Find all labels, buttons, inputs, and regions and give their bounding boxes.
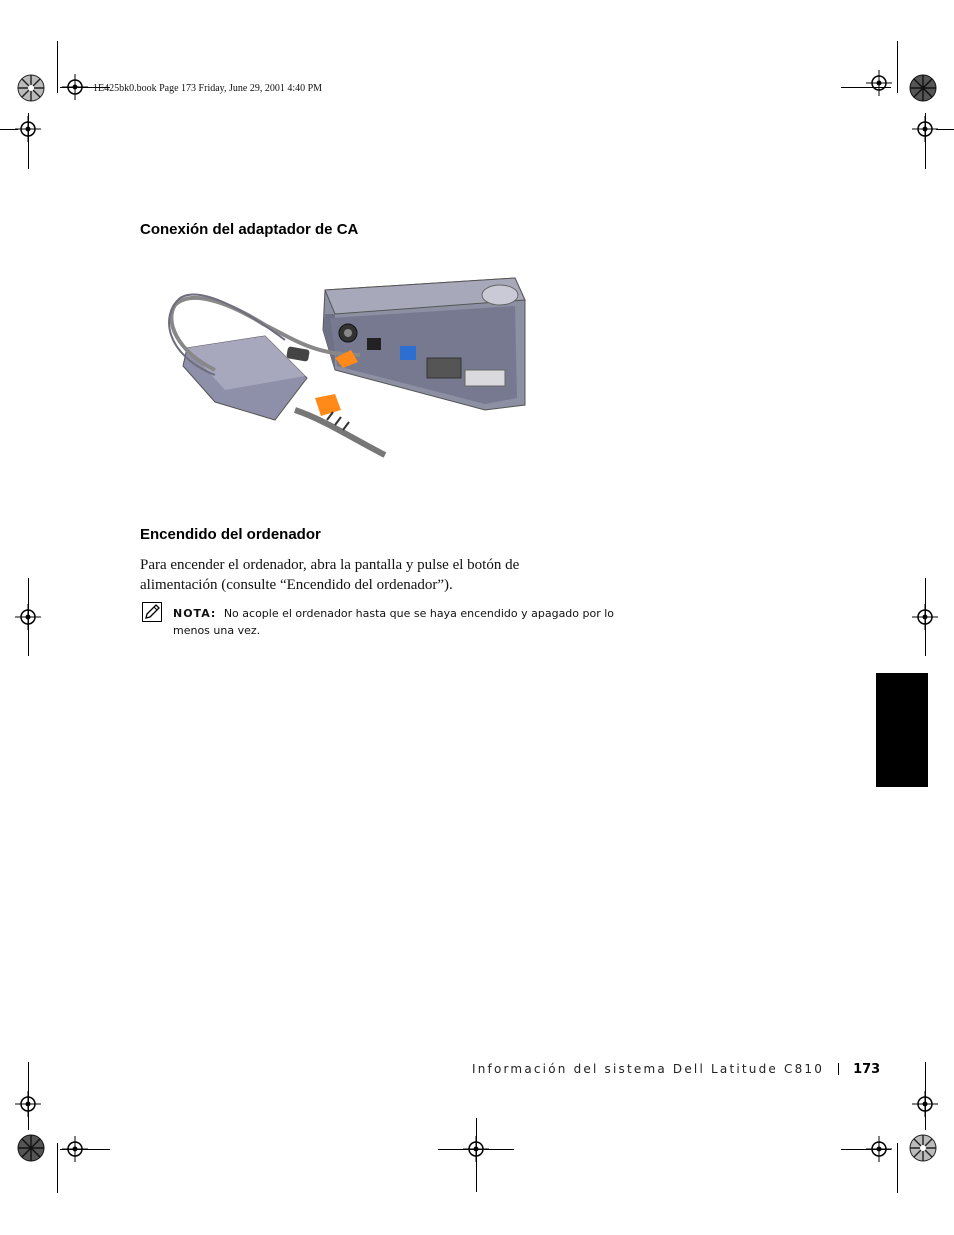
note-block: [173, 605, 643, 639]
starburst-target-icon: [17, 74, 45, 102]
crop-mark: [897, 1143, 898, 1193]
crop-mark: [936, 129, 954, 130]
registration-mark-icon: [62, 1136, 88, 1162]
section-title-power-on: Encendido del ordenador: [140, 526, 321, 543]
registration-mark-icon: [62, 74, 88, 100]
note-text: No acople el ordenador hasta que se haya encendido y apagado por lo menos una vez.: [173, 607, 615, 637]
power-on-paragraph: Para encender el ordenador, abra la pantalla y pulse el botón de alimentación (consulte “Encendido del ordenador”).: [140, 557, 520, 593]
registration-mark-icon: [463, 1136, 489, 1162]
crop-mark: [897, 41, 898, 93]
registration-mark-icon: [15, 604, 41, 630]
book-header: 1E425bk0.book Page 173 Friday, June 29, 2001 4:40 PM: [93, 83, 323, 94]
ac-adapter-figure: [155, 270, 530, 465]
note-label: NOTA:: [173, 607, 217, 620]
registration-mark-icon: [866, 70, 892, 96]
crop-mark: [57, 1143, 58, 1193]
registration-mark-icon: [15, 116, 41, 142]
footer-separator: [838, 1063, 839, 1075]
registration-mark-icon: [912, 604, 938, 630]
starburst-target-icon: [909, 74, 937, 102]
registration-mark-icon: [912, 116, 938, 142]
registration-mark-icon: [15, 1091, 41, 1117]
registration-mark-icon: [866, 1136, 892, 1162]
note-pencil-icon: [142, 602, 162, 622]
footer-title: Información del sistema Dell Latitude C810: [472, 1062, 825, 1076]
starburst-target-icon: [17, 1134, 45, 1162]
crop-mark: [57, 41, 58, 93]
section-title-ac-adapter: Conexión del adaptador de CA: [140, 221, 359, 238]
registration-mark-icon: [912, 1091, 938, 1117]
page-number: 173: [853, 1062, 881, 1077]
section-tab-marker: [876, 673, 928, 787]
page-footer: [472, 1062, 880, 1077]
starburst-target-icon: [909, 1134, 937, 1162]
